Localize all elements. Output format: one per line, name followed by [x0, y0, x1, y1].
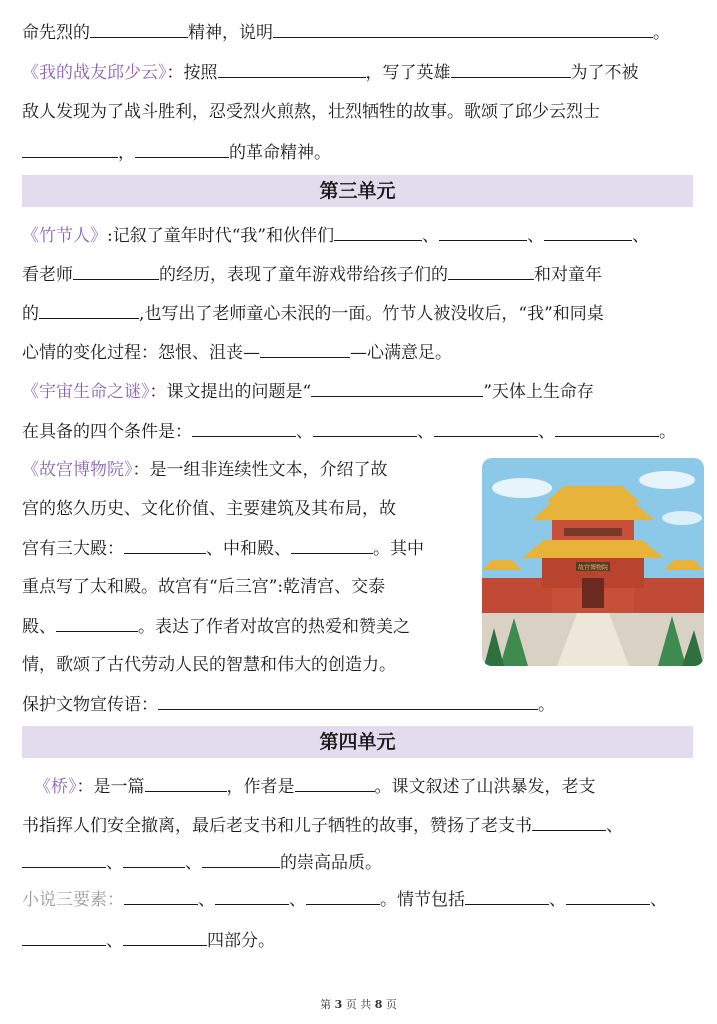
- answer-blank[interactable]: [123, 930, 207, 946]
- line-18: 《桥》：是一篇 ，作者是 。课文叙述了山洪暴发，老支: [34, 777, 596, 797]
- line-21: 小说三要素： 、 、 。情节包括 、 、: [22, 890, 667, 910]
- answer-blank[interactable]: [22, 142, 118, 158]
- line-6: 看老师 的经历，表现了童年游戏带给孩子们的 和对童年: [22, 265, 602, 285]
- answer-blank[interactable]: [215, 889, 289, 905]
- line-14: 重点写了太和殿。故宫有“后三宫”:乾清宫、交泰: [22, 577, 386, 597]
- answer-blank[interactable]: [218, 62, 366, 78]
- answer-blank[interactable]: [434, 421, 538, 437]
- line-8: 心情的变化过程：怨恨、沮丧— —心满意足。: [22, 343, 452, 363]
- answer-blank[interactable]: [566, 889, 650, 905]
- lesson-title: 《竹节人》: [22, 226, 107, 246]
- page-number-footer: 第 3 页 共 8 页: [320, 998, 397, 1011]
- answer-blank[interactable]: [192, 421, 296, 437]
- answer-blank[interactable]: [544, 225, 632, 241]
- answer-blank[interactable]: [555, 421, 659, 437]
- line-9: 《宇宙生命之谜》：课文提出的问题是“ ”天体上生命存: [22, 382, 594, 402]
- line-11: 《故宫博物院》：是一组非连续性文本，介绍了故: [22, 460, 388, 480]
- answer-blank[interactable]: [306, 889, 380, 905]
- line-20: 、 、 的崇高品质。: [22, 852, 382, 873]
- answer-blank[interactable]: [311, 381, 483, 397]
- line-15: 殿、 。表达了作者对故宫的热爱和赞美之: [22, 617, 410, 637]
- answer-blank[interactable]: [295, 776, 375, 792]
- answer-blank[interactable]: [123, 852, 185, 868]
- answer-blank[interactable]: [22, 852, 106, 868]
- answer-blank[interactable]: [439, 225, 527, 241]
- answer-blank[interactable]: [273, 22, 653, 38]
- svg-text:故宫博物院: 故宫博物院: [577, 564, 609, 572]
- answer-blank[interactable]: [90, 22, 188, 38]
- line-5: 《竹节人》:记叙了童年时代“我”和伙伴们 、 、 、: [22, 226, 650, 246]
- line-4: ， 的革命精神。: [22, 142, 331, 163]
- answer-blank[interactable]: [56, 616, 138, 632]
- answer-blank[interactable]: [448, 264, 534, 280]
- line-2: 《我的战友邱少云》：按照 ，写了英雄 为了不被: [22, 63, 639, 83]
- lesson-title: 《桥》: [34, 777, 77, 797]
- unit-4-heading: 第四单元: [22, 726, 693, 758]
- answer-blank[interactable]: [135, 142, 229, 158]
- answer-blank[interactable]: [39, 303, 139, 319]
- answer-blank[interactable]: [260, 342, 350, 358]
- answer-blank[interactable]: [22, 930, 106, 946]
- story-elements-label: 小说三要素：: [22, 890, 124, 910]
- line-22: 、 四部分。: [22, 930, 275, 951]
- answer-blank[interactable]: [465, 889, 549, 905]
- line-7: 的 ,也写出了老师童心未泯的一面。竹节人被没收后，“我”和同桌: [22, 304, 604, 324]
- line-16: 情，歌颂了古代劳动人民的智慧和伟大的创造力。: [22, 655, 396, 675]
- answer-blank[interactable]: [313, 421, 417, 437]
- line-13: 宫有三大殿： 、中和殿、 。其中: [22, 539, 424, 559]
- answer-blank[interactable]: [334, 225, 422, 241]
- line-10: 在具备的四个条件是： 、 、 、 。: [22, 422, 676, 442]
- line-17: 保护文物宣传语： 。: [22, 695, 555, 715]
- line-12: 宫的悠久历史、文化价值、主要建筑及其布局，故: [22, 499, 396, 519]
- answer-blank[interactable]: [291, 538, 373, 554]
- answer-blank[interactable]: [73, 264, 159, 280]
- answer-blank[interactable]: [124, 889, 198, 905]
- lesson-title: 《故宫博物院》: [22, 460, 133, 480]
- line-1: 命先烈的 精神，说明 。: [22, 23, 670, 43]
- lesson-title: 《宇宙生命之谜》: [22, 382, 150, 402]
- answer-blank[interactable]: [158, 694, 538, 710]
- answer-blank[interactable]: [532, 815, 606, 831]
- answer-blank[interactable]: [145, 776, 227, 792]
- line-19: 书指挥人们安全撤离，最后老支书和儿子牺牲的故事，赞扬了老支书 、: [22, 816, 623, 836]
- line-3: 敌人发现为了战斗胜利，忍受烈火煎熬，壮烈牺牲的故事。歌颂了邱少云烈士: [22, 102, 600, 122]
- answer-blank[interactable]: [451, 62, 571, 78]
- forbidden-city-illustration: [482, 458, 704, 666]
- lesson-title: 《我的战友邱少云》: [22, 63, 167, 83]
- answer-blank[interactable]: [202, 852, 280, 868]
- answer-blank[interactable]: [124, 538, 206, 554]
- unit-3-heading: 第三单元: [22, 175, 693, 207]
